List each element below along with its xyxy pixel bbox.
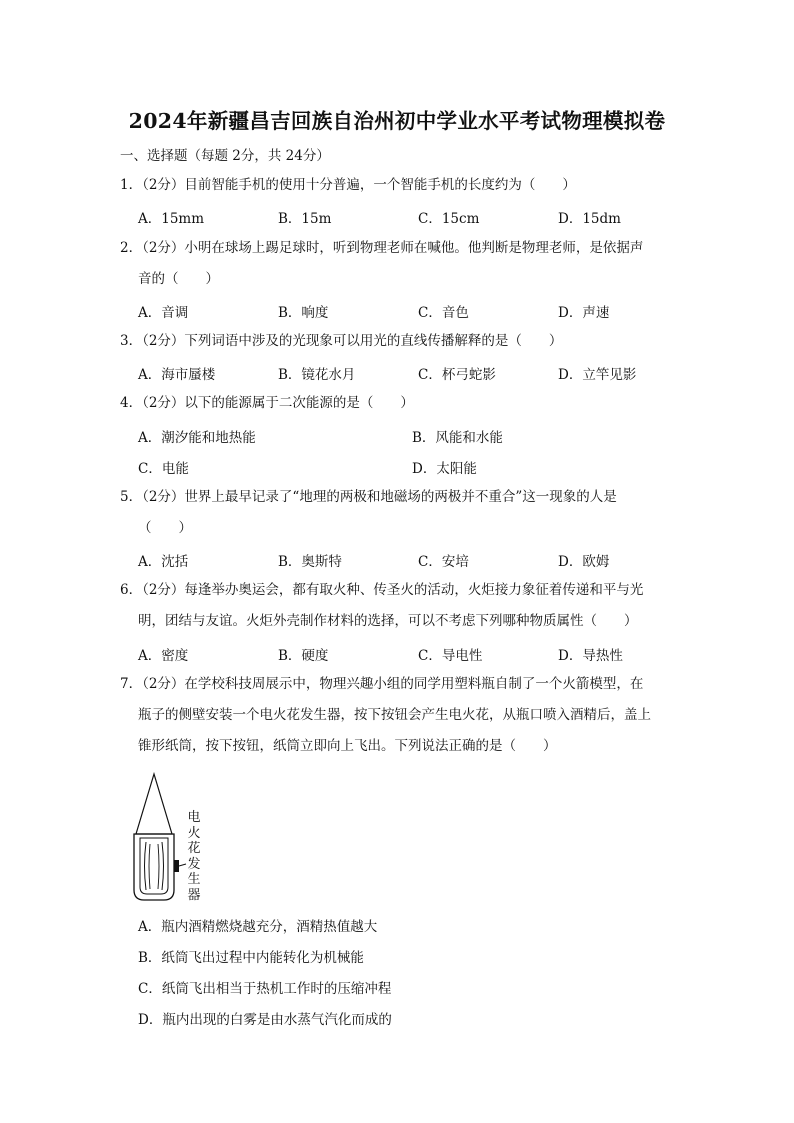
question-6-options bbox=[138, 644, 623, 664]
figure-label-char: 发 bbox=[187, 856, 201, 872]
figure-label-char: 火 bbox=[187, 825, 201, 841]
question-text: 2．（2分）小明在球场上踢足球时，听到物理老师在喊他。他判断是物理老师，是依据声 bbox=[120, 240, 644, 256]
option-c[interactable]: C．导电性 bbox=[418, 648, 483, 664]
question-text: 6．（2分）每逢举办奥运会，都有取火种、传圣火的活动，火炬接力象征着传递和平与光 bbox=[120, 582, 644, 598]
bottle-rib bbox=[158, 844, 159, 889]
question-7 bbox=[120, 669, 680, 762]
option-c[interactable]: C．电能 bbox=[138, 461, 189, 477]
question-text: 7．（2分）在学校科技周展示中，物理兴趣小组的同学用塑料瓶自制了一个火箭模型，在 bbox=[120, 676, 644, 692]
option-d[interactable]: D．声速 bbox=[558, 305, 610, 321]
bottle-rib bbox=[162, 842, 164, 890]
option-b[interactable]: B．15m bbox=[278, 211, 332, 227]
section-heading: 一、选择题（每题 2分，共 24分） bbox=[120, 148, 330, 164]
spark-generator bbox=[174, 860, 179, 872]
option-b[interactable]: B．纸筒飞出过程中内能转化为机械能 bbox=[138, 950, 364, 966]
option-b[interactable]: B．风能和水能 bbox=[412, 430, 503, 446]
question-text-cont: （ ） bbox=[138, 520, 192, 536]
question-text: 4．（2分）以下的能源属于二次能源的是（ ） bbox=[120, 395, 414, 411]
paper-cone bbox=[136, 774, 172, 834]
option-a[interactable]: A．音调 bbox=[138, 305, 189, 321]
option-d[interactable]: D．欧姆 bbox=[558, 554, 610, 570]
question-text-cont: 明，团结与友谊。火炬外壳制作材料的选择，可以不考虑下列哪种物质属性（ ） bbox=[138, 613, 638, 629]
question-3 bbox=[120, 326, 680, 357]
bottle-rib bbox=[149, 844, 150, 889]
question-4 bbox=[120, 388, 680, 419]
option-a[interactable]: A．潮汐能和地热能 bbox=[138, 430, 256, 446]
page-title: 2024年新疆昌吉回族自治州初中学业水平考试物理模拟卷 bbox=[128, 109, 666, 133]
option-a[interactable]: A．15mm bbox=[138, 211, 205, 227]
option-a[interactable]: A．沈括 bbox=[138, 554, 189, 570]
bottle-rib bbox=[145, 842, 147, 890]
question-text-cont: 瓶子的侧壁安装一个电火花发生器，按下按钮会产生电火花，从瓶口喷入酒精后，盖上 bbox=[138, 707, 651, 723]
option-b[interactable]: B．镜花水月 bbox=[278, 367, 356, 383]
option-a[interactable]: A．密度 bbox=[138, 648, 189, 664]
option-d[interactable]: D．导热性 bbox=[558, 648, 623, 664]
question-5 bbox=[120, 482, 680, 544]
option-c[interactable]: C．杯弓蛇影 bbox=[418, 367, 496, 383]
figure-label-char: 生 bbox=[187, 872, 201, 887]
question-text-cont: 锥形纸筒，按下按钮，纸筒立即向上飞出。下列说法正确的是（ ） bbox=[138, 738, 557, 754]
question-2-options bbox=[138, 301, 609, 321]
option-c[interactable]: C．安培 bbox=[418, 554, 469, 570]
question-3-options bbox=[138, 363, 636, 383]
question-2 bbox=[120, 233, 680, 295]
question-text-cont: 音的（ ） bbox=[138, 271, 219, 287]
question-text: 1．（2分）目前智能手机的使用十分普遍，一个智能手机的长度约为（ ） bbox=[120, 177, 576, 193]
option-d[interactable]: D．立竿见影 bbox=[558, 367, 637, 383]
question-5-options bbox=[138, 550, 609, 570]
option-b[interactable]: B．硬度 bbox=[278, 648, 329, 664]
question-6 bbox=[120, 575, 680, 637]
question-4-options-row1 bbox=[138, 426, 503, 446]
option-b[interactable]: B．响度 bbox=[278, 305, 329, 321]
option-c[interactable]: C．音色 bbox=[418, 305, 469, 321]
figure-label bbox=[186, 810, 202, 903]
option-d[interactable]: D．瓶内出现的白雾是由水蒸气汽化而成的 bbox=[138, 1012, 392, 1028]
option-b[interactable]: B．奥斯特 bbox=[278, 554, 342, 570]
question-text: 5．（2分）世界上最早记录了“地理的两极和地磁场的两极并不重合”这一现象的人是 bbox=[120, 489, 617, 505]
question-1 bbox=[120, 170, 680, 201]
option-c[interactable]: C．纸筒飞出相当于热机工作时的压缩冲程 bbox=[138, 981, 392, 997]
question-1-options bbox=[138, 207, 621, 227]
option-c[interactable]: C．15cm bbox=[418, 211, 480, 227]
figure-label-char: 电 bbox=[187, 810, 201, 825]
label-leader-line bbox=[179, 864, 186, 866]
question-text: 3．（2分）下列词语中涉及的光现象可以用光的直线传播解释的是（ ） bbox=[120, 333, 563, 349]
question-4-options-row2 bbox=[138, 457, 477, 477]
figure-label-char: 花 bbox=[187, 841, 201, 856]
option-d[interactable]: D．15dm bbox=[558, 211, 621, 227]
option-a[interactable]: A．瓶内酒精燃烧越充分，酒精热值越大 bbox=[138, 919, 378, 935]
option-d[interactable]: D．太阳能 bbox=[412, 461, 477, 477]
figure-label-char: 器 bbox=[187, 887, 201, 903]
option-a[interactable]: A．海市蜃楼 bbox=[138, 367, 216, 383]
